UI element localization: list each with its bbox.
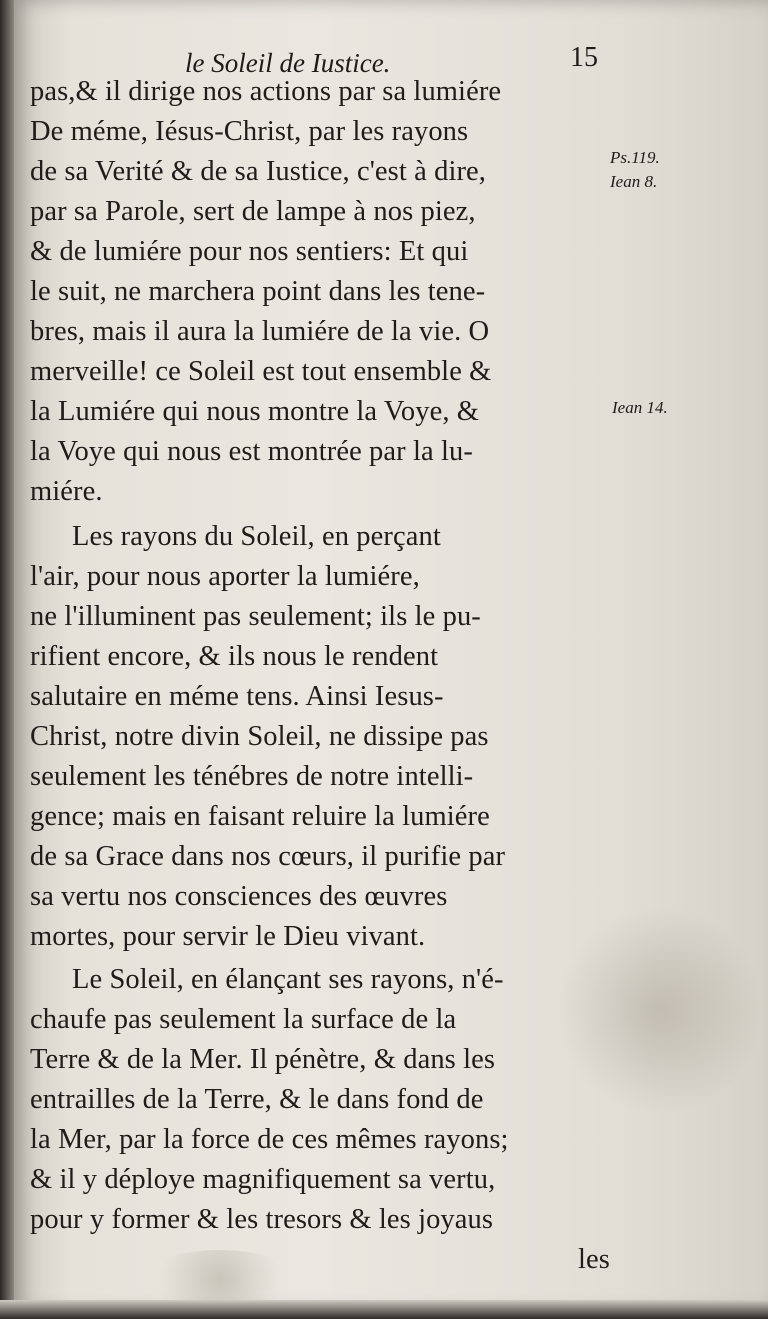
text-line: merveille! ce Soleil est tout ensemble &: [30, 356, 492, 387]
text-line: ne l'illuminent pas seulement; ils le pu-: [30, 601, 481, 632]
text-line: sa vertu nos consciences des œuvres: [30, 881, 448, 912]
text-line: pas,& il dirige nos actions par sa lumiére: [30, 76, 502, 107]
text-line: par sa Parole, sert de lampe à nos piez,: [30, 196, 476, 227]
catchword: les: [578, 1244, 610, 1275]
running-title: le Soleil de Iustice.: [185, 48, 391, 78]
text-line: miére.: [30, 476, 103, 507]
text-line: de sa Grace dans nos cœurs, il purifie par: [30, 841, 506, 872]
margin-note-jean-14: Iean 14.: [612, 398, 668, 417]
margin-note-ps: Ps.119.: [610, 148, 660, 167]
text-line: la Lumiére qui nous montre la Voye, &: [30, 396, 480, 427]
text-line: entrailles de la Terre, & le dans fond de: [30, 1084, 484, 1115]
text-line: salutaire en méme tens. Ainsi Iesus-: [30, 681, 444, 712]
text-line: chaufe pas seulement la surface de la: [30, 1004, 457, 1035]
text-line: De méme, Iésus-Christ, par les rayons: [30, 116, 469, 147]
text-line: l'air, pour nous aporter la lumiére,: [30, 561, 420, 592]
paragraph-start-line: Les rayons du Soleil, en perçant: [72, 521, 441, 552]
text-line: & de lumiére pour nos sentiers: Et qui: [30, 236, 469, 267]
paper-stain: [560, 900, 760, 1120]
text-line: rifient encore, & ils nous le rendent: [30, 641, 439, 672]
text-line: mortes, pour servir le Dieu vivant.: [30, 921, 426, 952]
text-line: la Voye qui nous est montrée par la lu-: [30, 436, 473, 467]
text-line: de sa Verité & de sa Iustice, c'est à dire,: [30, 156, 487, 187]
page-bottom-edge: [0, 1300, 768, 1319]
text-line: la Mer, par la force de ces mêmes rayons;: [30, 1124, 509, 1155]
paragraph-start-line: Le Soleil, en élançant ses rayons, n'é-: [72, 964, 504, 995]
text-line: Christ, notre divin Soleil, ne dissipe pas: [30, 721, 489, 752]
text-line: & il y déploye magnifiquement sa vertu,: [30, 1164, 496, 1195]
book-spine: [0, 0, 14, 1319]
text-line: seulement les ténébres de notre intelli-: [30, 761, 474, 792]
page-number: 15: [570, 42, 598, 73]
text-line: le suit, ne marchera point dans les tene-: [30, 276, 486, 307]
text-line: Terre & de la Mer. Il pénètre, & dans les: [30, 1044, 496, 1075]
text-line: bres, mais il aura la lumiére de la vie. O: [30, 316, 490, 347]
text-line: gence; mais en faisant reluire la lumiére: [30, 801, 490, 832]
margin-note-jean-8: Iean 8.: [610, 172, 658, 191]
text-line: pour y former & les tresors & les joyaus: [30, 1204, 494, 1235]
